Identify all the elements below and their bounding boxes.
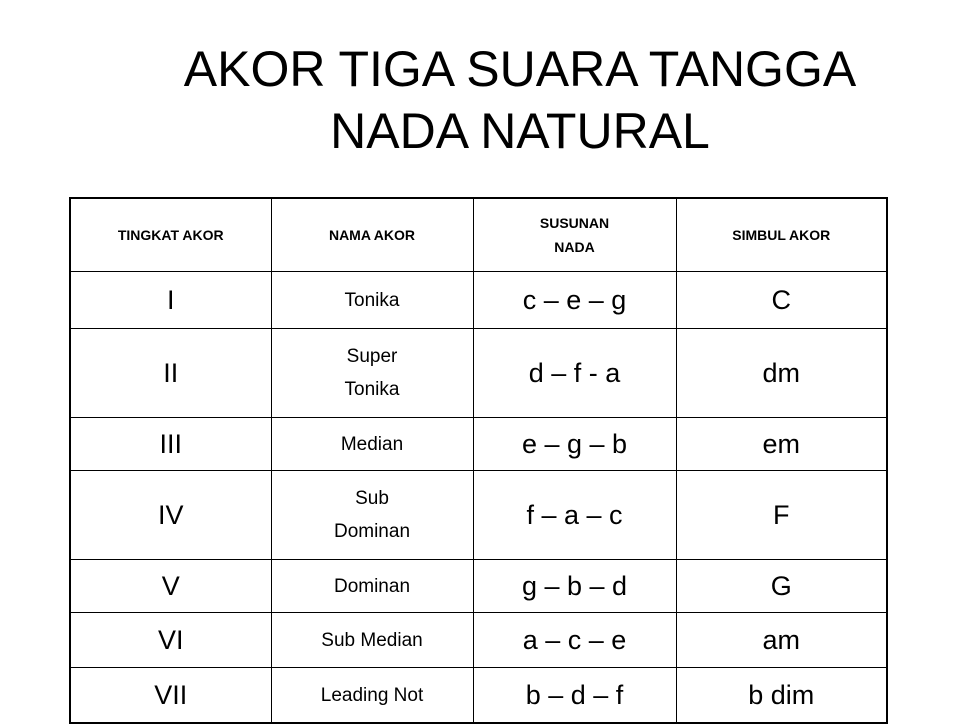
cell-level: V xyxy=(70,560,271,613)
header-level: TINGKAT AKOR xyxy=(70,198,271,272)
table-row xyxy=(70,668,887,724)
cell-notes: c – e – g xyxy=(473,272,676,329)
header-notes xyxy=(473,198,676,272)
cell-name xyxy=(271,329,473,418)
cell-level: II xyxy=(70,329,271,418)
table-row xyxy=(70,471,887,560)
cell-notes: f – a – c xyxy=(473,471,676,560)
cell-symbol: em xyxy=(676,418,887,471)
table-row xyxy=(70,272,887,329)
header-notes-line-1: SUSUNAN xyxy=(539,215,610,231)
page-title xyxy=(0,38,960,162)
cell-name-line-2: Dominan xyxy=(333,521,411,542)
cell-level: IV xyxy=(70,471,271,560)
cell-symbol: am xyxy=(676,613,887,668)
cell-level: I xyxy=(70,272,271,329)
cell-level: VI xyxy=(70,613,271,668)
table-header-row xyxy=(70,198,887,272)
page-title-line-1: AKOR TIGA SUARA TANGGA xyxy=(183,41,857,97)
cell-name: Sub Median xyxy=(271,613,473,668)
cell-level: III xyxy=(70,418,271,471)
cell-symbol: G xyxy=(676,560,887,613)
cell-symbol: b dim xyxy=(676,668,887,724)
header-name: NAMA AKOR xyxy=(271,198,473,272)
table-row xyxy=(70,418,887,471)
page-title-line-2: NADA NATURAL xyxy=(330,103,710,159)
header-symbol: SIMBUL AKOR xyxy=(676,198,887,272)
cell-name-line-1: Sub xyxy=(355,488,389,509)
table-row xyxy=(70,613,887,668)
cell-notes: b – d – f xyxy=(473,668,676,724)
cell-name-line-1: Super xyxy=(346,346,398,367)
cell-name: Median xyxy=(271,418,473,471)
cell-level: VII xyxy=(70,668,271,724)
table-row xyxy=(70,560,887,613)
cell-notes: g – b – d xyxy=(473,560,676,613)
cell-notes: d – f - a xyxy=(473,329,676,418)
cell-symbol: C xyxy=(676,272,887,329)
header-notes-line-2: NADA xyxy=(554,239,595,255)
cell-name xyxy=(271,471,473,560)
cell-notes: a – c – e xyxy=(473,613,676,668)
cell-name: Dominan xyxy=(271,560,473,613)
cell-symbol: F xyxy=(676,471,887,560)
cell-symbol: dm xyxy=(676,329,887,418)
cell-notes: e – g – b xyxy=(473,418,676,471)
table-row xyxy=(70,329,887,418)
cell-name: Tonika xyxy=(271,272,473,329)
chord-table xyxy=(69,197,888,724)
cell-name-line-2: Tonika xyxy=(344,379,400,400)
cell-name: Leading Not xyxy=(271,668,473,724)
